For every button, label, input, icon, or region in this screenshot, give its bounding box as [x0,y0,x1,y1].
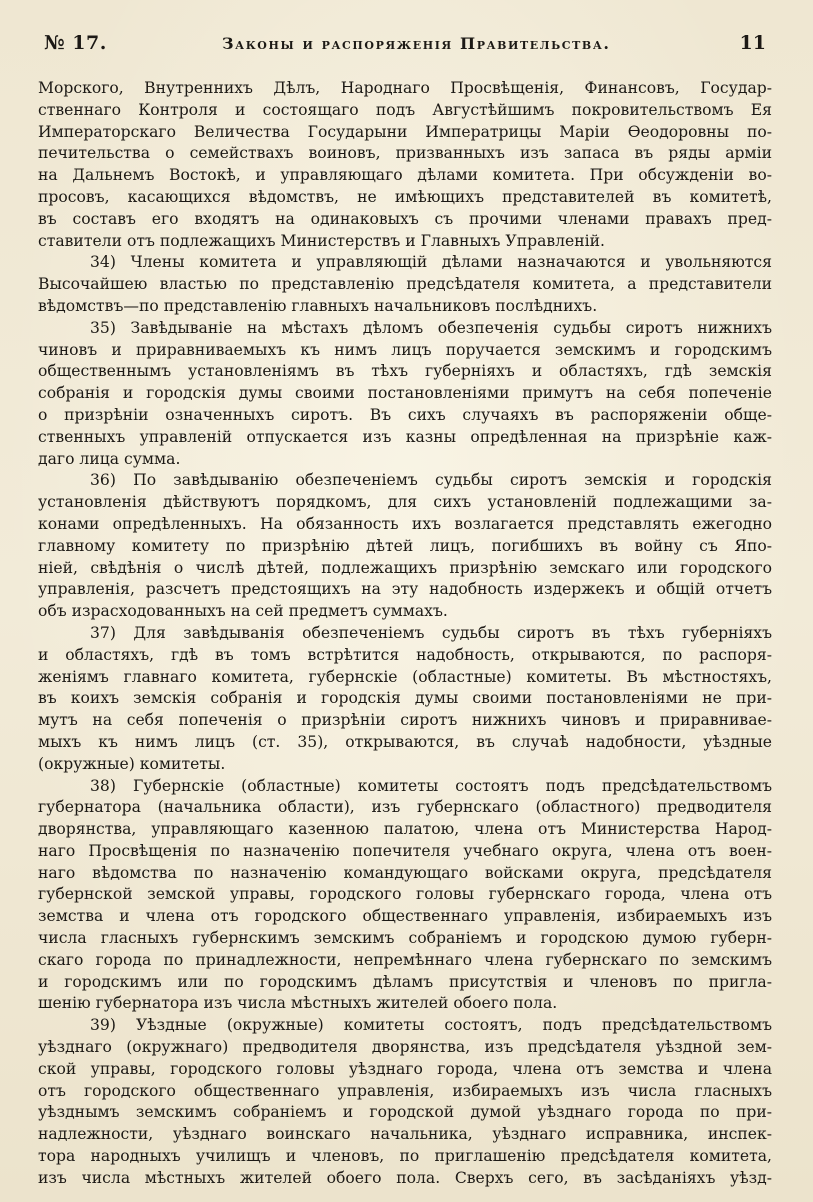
paragraph-first-line: 38) Губернскіе (областные) комитеты состоятъ подъ предсѣдательствомъ [90,776,772,795]
text-line: на Дальнемъ Востокѣ, и управляющаго дѣлами комитета. При обсужденіи во- [38,166,772,185]
paragraph-first-line: 35) Завѣдываніе на мѣстахъ дѣломъ обезпеченія судьбы сиротъ нижнихъ [90,318,772,337]
text-line: губернатора (начальника области), изъ губернскаго (областного) предводителя [38,798,772,817]
text-line: уѣзднымъ земскимъ собраніемъ и городской думой уѣзднаго города по при- [38,1103,772,1122]
page-header [44,30,770,60]
text-line: печительства о семействахъ воиновъ, призванныхъ изъ запаса въ ряды арміи [38,144,772,163]
text-line: собранія и городскія думы своими постановленіями примутъ на себя попеченіе [38,384,772,403]
text-line: ственныхъ управленій отпускается изъ казны опредѣленная на призрѣніе каж- [38,427,772,446]
page-number: 11 [739,32,766,54]
paragraph-first-line: 36) По завѣдыванію обезпеченіемъ судьбы сиротъ земскія и городскія [90,471,772,490]
text-line: числа гласныхъ губернскимъ земскимъ собраніемъ и городскою думою губерн- [38,929,772,948]
text-line: установленія дѣйствуютъ порядкомъ, для сихъ установленій подлежащими за- [38,493,772,512]
text-line: просовъ, касающихся вѣдомствъ, не имѣющихъ представителей въ комитетѣ, [38,187,772,206]
text-line: Морского, Внутреннихъ Дѣлъ, Народнаго Просвѣщенія, Финансовъ, Государ- [38,79,772,97]
text-line: Высочайшею властью по представленію предсѣдателя комитета, а представители [38,275,772,294]
text-line: управленія, разсчетъ предстоящихъ на эту надобность издержекъ и общій отчетъ [38,580,772,599]
text-line: мутъ на себя попеченія о призрѣніи сиротъ нижнихъ чиновъ и приравнивае- [38,711,772,730]
text-line: ніей, свѣдѣнія о числѣ дѣтей, подлежащихъ призрѣнію земскаго или городского [38,558,772,577]
text-line: наго Просвѣщенія по назначенію попечителя учебнаго округа, члена отъ воен- [38,841,772,860]
text-line: и областяхъ, гдѣ въ томъ встрѣтится надобность, открываются, по распоря- [38,645,772,664]
text-line: общественнымъ установленіямъ въ тѣхъ губерніяхъ и областяхъ, гдѣ земскія [38,362,772,381]
text-line: ской управы, городского головы уѣзднаго города, члена отъ земства и члена [38,1059,772,1078]
text-line: и городскимъ или по городскимъ дѣламъ присутствія и членовъ по пригла- [38,972,772,991]
text-line: губернской земской управы, городского головы губернскаго города, члена отъ [38,885,772,904]
text-line: въ составъ его входятъ на одинаковыхъ съ прочими членами правахъ пред- [38,209,772,228]
text-line: отъ городского общественнаго управленія, избираемыхъ изъ числа гласныхъ [38,1081,772,1100]
text-line: (окружные) комитеты. [38,754,226,773]
text-line: уѣзднаго (окружнаго) предводителя дворянства, изъ предсѣдателя уѣздной зем- [38,1038,772,1057]
text-line: ственнаго Контроля и состоящаго подъ Августѣйшимъ покровительствомъ Ея [38,100,772,119]
text-line: главному комитету по призрѣнію дѣтей лицъ, погибшихъ въ войну съ Япо- [38,536,772,555]
paragraph-first-line: 37) Для завѣдыванія обезпеченіемъ судьбы сиротъ въ тѣхъ губерніяхъ [90,623,772,642]
text-line: наго вѣдомства по назначенію командующаго войсками округа, предсѣдателя [38,863,772,882]
text-line: скаго города по принадлежности, непремѣннаго члена губернскаго по земскимъ [38,950,772,969]
text-line: изъ числа мѣстныхъ жителей обоего пола. Сверхъ сего, въ засѣданіяхъ уѣзд- [38,1168,772,1187]
text-line: женіямъ главнаго комитета, губернскіе (областные) комитеты. Въ мѣстностяхъ, [38,667,772,686]
text-line: ставители отъ подлежащихъ Министерствъ и Главныхъ Управленій. [38,231,606,250]
text-line: тора народныхъ училищъ и членовъ, по приглашенію предсѣдателя комитета, [38,1147,772,1166]
paragraph-first-line: 34) Члены комитета и управляющій дѣлами назначаются и увольняются [90,253,772,272]
text-line: дворянства, управляющаго казенною палатою, члена отъ Министерства Народ- [38,820,772,839]
text-line: конами опредѣленныхъ. На обязанность ихъ возлагается представлять ежегодно [38,514,772,533]
text-line: о призрѣніи означенныхъ сиротъ. Въ сихъ случаяхъ въ распоряженіи обще- [38,405,772,424]
issue-number: № 17. [44,32,107,54]
text-line: чиновъ и приравниваемыхъ къ нимъ лицъ поручается земскимъ и городскимъ [38,340,772,359]
text-line: мыхъ къ нимъ лицъ (ст. 35), открываются, въ случаѣ надобности, уѣздные [38,732,772,751]
paragraph-first-line: 39) Уѣздные (окружные) комитеты состоятъ, подъ предсѣдательствомъ [90,1016,772,1035]
text-line: въ коихъ земскія собранія и городскія думы своими постановленіями не при- [38,689,772,708]
text-line: вѣдомствъ—по представленію главныхъ начальниковъ послѣднихъ. [38,296,598,315]
text-line: объ израсходованныхъ на сей предметъ суммахъ. [38,602,448,621]
running-title: Законы и распоряженія Правительства. [222,34,611,53]
body-text [38,78,772,1190]
text-line: земства и члена отъ городского общественнаго управленія, избираемыхъ изъ [38,907,772,926]
text-line: даго лица сумма. [38,449,181,468]
text-line: шенію губернатора изъ числа мѣстныхъ жителей обоего пола. [38,994,558,1013]
text-line: надлежности, уѣзднаго воинскаго начальника, уѣзднаго исправника, инспек- [38,1125,772,1144]
text-line: Императорскаго Величества Государыни Императрицы Маріи Ѳеодоровны по- [38,122,772,141]
